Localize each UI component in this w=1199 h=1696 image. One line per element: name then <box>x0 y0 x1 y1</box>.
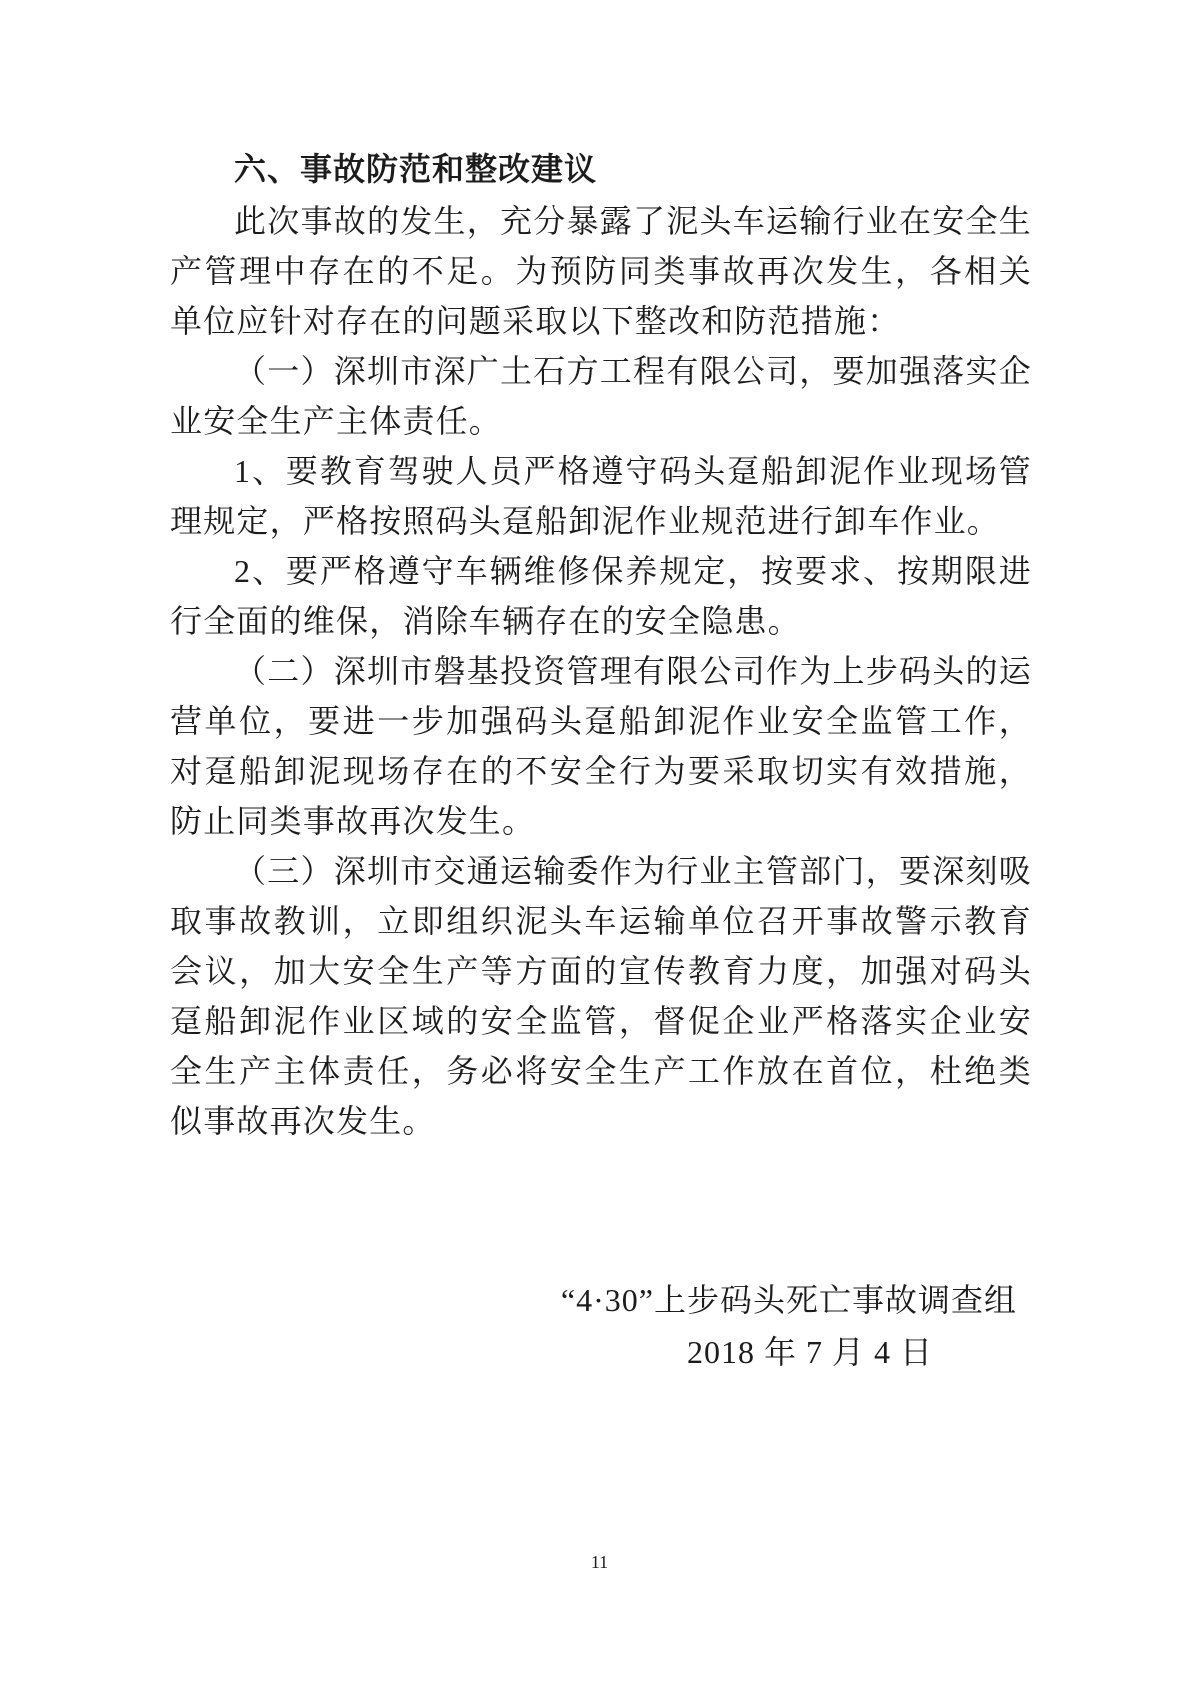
body-paragraph: （三）深圳市交通运输委作为行业主管部门，要深刻吸取事故教训，立即组织泥头车运输单位召开事故警示教育会议，加大安全生产等方面的宣传教育力度，加强对码头趸船卸泥作业区域的安全监管，督促企业严格落实企业安全生产主体责任，务必将安全生产工作放在首位，杜绝类似事故再次发生。 <box>170 853 1032 1139</box>
body-paragraph: （二）深圳市磐基投资管理有限公司作为上步码头的运营单位，要进一步加强码头趸船卸泥作业安全监管工作，对趸船卸泥现场存在的不安全行为要采取切实有效措施，防止同类事故再次发生。 <box>170 653 1032 839</box>
body-paragraph: 1、要教育驾驶人员严格遵守码头趸船卸泥作业现场管理规定，严格按照码头趸船卸泥作业规范进行卸车作业。 <box>170 453 1032 539</box>
body-paragraph: 此次事故的发生，充分暴露了泥头车运输行业在安全生产管理中存在的不足。为预防同类事故再次发生，各相关单位应针对存在的问题采取以下整改和防范措施： <box>170 203 1032 339</box>
document-content <box>170 142 1032 1378</box>
signature-line: “4·30”上步码头死亡事故调查组 <box>560 1282 1017 1318</box>
page-footer <box>0 1551 1199 1573</box>
body-paragraph: （一）深圳市深广土石方工程有限公司，要加强落实企业安全生产主体责任。 <box>170 353 1032 439</box>
body-paragraph: 2、要严格遵守车辆维修保养规定，按要求、按期限进行全面的维保，消除车辆存在的安全隐患。 <box>170 553 1032 639</box>
page-number: 11 <box>590 1552 609 1572</box>
date-line: 2018 年 7 月 4 日 <box>686 1334 933 1370</box>
section-heading: 六、事故防范和整改建议 <box>234 151 598 187</box>
signature-block <box>170 1274 1032 1378</box>
